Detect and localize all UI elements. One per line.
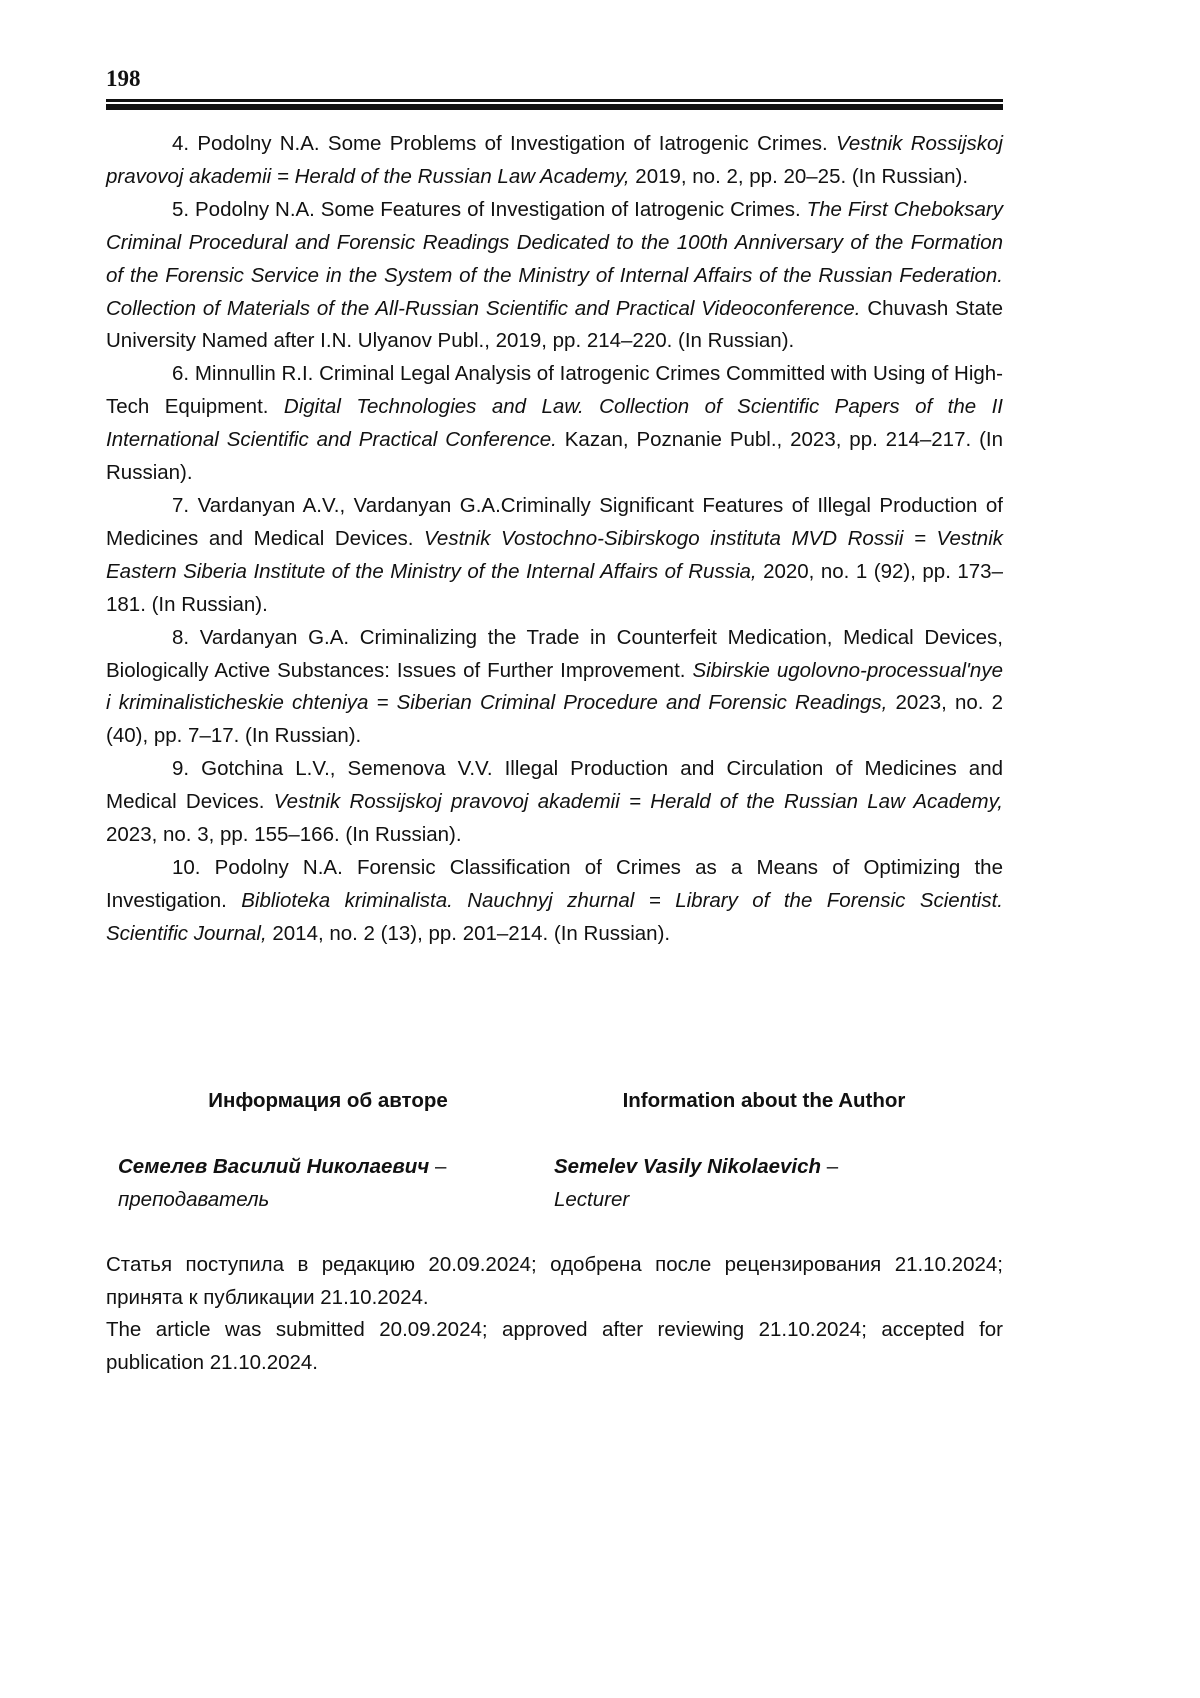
reference-item xyxy=(106,128,1003,194)
author-heading-en: Information about the Author xyxy=(622,1089,906,1112)
reference-text: 2020, no. 1 (92), pp. 173–181. (In Russian). xyxy=(106,559,1003,616)
reference-text: 8. Vardanyan G.A. Criminalizing the Trade in Counterfeit Medication, Medical Devices, Biologically Active Substances: Issues of Further Improvement. xyxy=(106,625,1003,682)
author-position-ru: преподаватель xyxy=(118,1188,270,1211)
reference-source: The First Cheboksary Criminal Procedural and Forensic Readings Dedicated to the 100th Anniversary of the Formation of the Forensic Service in the System of the Ministry of Internal Affairs of the Russian Federation. Collection of Materials of the All-Russian Scientific and Practical Videoconference. xyxy=(106,197,1004,320)
reference-text: 5. Podolny N.A. Some Features of Investigation of Iatrogenic Crimes. xyxy=(172,197,807,221)
author-name-line-en xyxy=(554,1150,974,1183)
author-name-en: Semelev Vasily Nikolaevich xyxy=(554,1155,822,1178)
reference-item xyxy=(106,622,1003,754)
author-position-en: Lecturer xyxy=(554,1188,630,1211)
reference-text: 2023, no. 2 (40), pp. 7–17. (In Russian). xyxy=(106,691,1003,748)
reference-text: 10. Podolny N.A. Forensic Classification of Crimes as a Means of Optimizing the Investigation. xyxy=(106,855,1003,912)
reference-item xyxy=(106,852,1003,951)
reference-source: Sibirskie ugolovno-processual'nye i kriminalisticheskie chteniya = Siberian Criminal Procedure and Forensic Readings, xyxy=(106,658,1003,715)
author-name-ru: Семелев Василий Николаевич xyxy=(118,1155,430,1178)
author-info-en xyxy=(554,1084,974,1216)
reference-text: 2014, no. 2 (13), pp. 201–214. (In Russian). xyxy=(266,921,671,945)
reference-list xyxy=(106,128,1003,951)
header-rule-thick xyxy=(106,104,1003,110)
reference-item xyxy=(106,753,1003,852)
reference-text: 6. Minnullin R.I. Criminal Legal Analysis of Iatrogenic Crimes Committed with Using of High-Tech Equipment. xyxy=(106,362,1003,419)
author-info-ru xyxy=(118,1084,538,1216)
reference-source: Vestnik Rossijskoj pravovoj akademii = Herald of the Russian Law Academy, xyxy=(106,132,1003,188)
article-dates xyxy=(106,1249,1003,1379)
dates-ru: Статья поступила в редакцию 20.09.2024; одобрена после рецензирования 21.10.2024; принята к публикации 21.10.2024. xyxy=(106,1253,1003,1309)
dates-en: The article was submitted 20.09.2024; approved after reviewing 21.10.2024; accepted for publication 21.10.2024. xyxy=(106,1318,1003,1374)
author-heading-ru: Информация об авторе xyxy=(208,1089,448,1112)
reference-item xyxy=(106,194,1003,359)
page-number: 198 xyxy=(106,66,141,91)
reference-text: 2023, no. 3, pp. 155–166. (In Russian). xyxy=(106,823,462,847)
reference-text: 2019, no. 2, pp. 20–25. (In Russian). xyxy=(629,164,969,188)
reference-item xyxy=(106,490,1003,622)
reference-source: Biblioteka kriminalista. Nauchnyj zhurnal = Library of the Forensic Scientist. Scientific Journal, xyxy=(106,888,1003,945)
reference-item xyxy=(106,358,1003,490)
reference-source: Vestnik Rossijskoj pravovoj akademii = Herald of the Russian Law Academy, xyxy=(273,790,1003,814)
dash: – xyxy=(429,1155,447,1178)
reference-text: 9. Gotchina L.V., Semenova V.V. Illegal Production and Circulation of Medicines and Medical Devices. xyxy=(106,757,1003,814)
reference-text: Kazan, Poznanie Publ., 2023, pp. 214–217. (In Russian). xyxy=(106,428,1003,485)
author-name-line-ru xyxy=(118,1150,538,1183)
reference-text: Chuvash State University Named after I.N. Ulyanov Publ., 2019, pp. 214–220. (In Russian). xyxy=(106,296,1003,353)
reference-source: Digital Technologies and Law. Collection of Scientific Papers of the II International Scientific and Practical Conference. xyxy=(106,395,1003,452)
reference-source: Vestnik Vostochno-Sibirskogo instituta MVD Rossii = Vestnik Eastern Siberia Institute of the Ministry of the Internal Affairs of Russia, xyxy=(106,526,1003,583)
header-rule-thin xyxy=(106,99,1003,102)
dash: – xyxy=(821,1155,839,1178)
reference-text: 7. Vardanyan A.V., Vardanyan G.A.Criminally Significant Features of Illegal Production of Medicines and Medical Devices. xyxy=(106,493,1003,550)
reference-text: 4. Podolny N.A. Some Problems of Investigation of Iatrogenic Crimes. xyxy=(172,132,836,155)
